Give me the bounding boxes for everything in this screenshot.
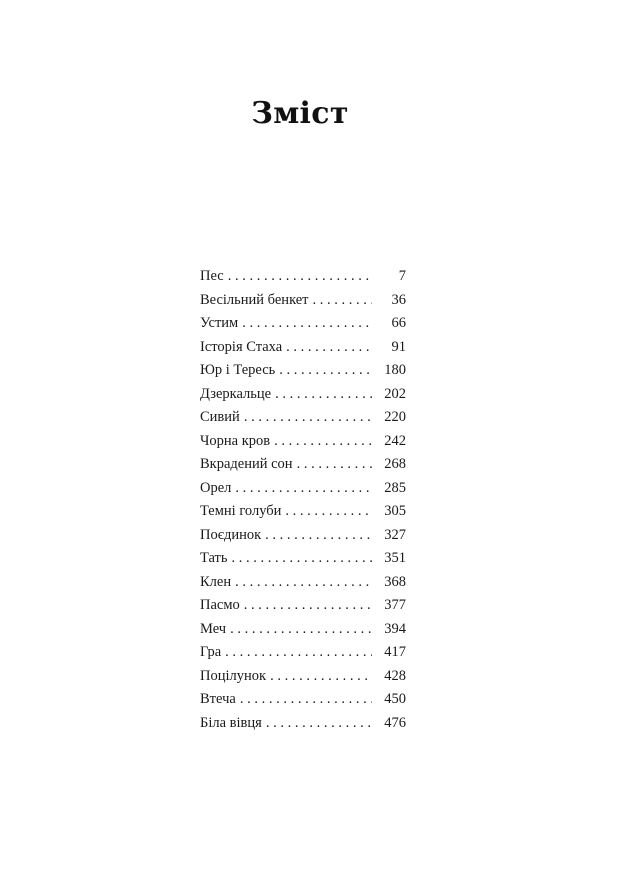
toc-dot-leader	[265, 524, 372, 548]
toc-dot-leader	[242, 312, 372, 336]
toc-entry-page-number: 180	[384, 362, 406, 378]
toc-entry	[200, 571, 406, 595]
toc-entry-title: Втеча	[200, 691, 236, 707]
toc-entry	[200, 524, 406, 548]
toc-entry-page-number: 368	[384, 573, 406, 590]
toc-dot-leader	[240, 688, 372, 712]
table-of-contents	[200, 265, 406, 735]
toc-entry	[200, 500, 406, 524]
toc-dot-leader	[274, 430, 372, 454]
toc-entry-page-number: 202	[384, 385, 406, 402]
toc-entry	[200, 665, 406, 689]
toc-dot-leader	[313, 289, 372, 313]
toc-entry	[200, 477, 406, 501]
toc-entry-page-number: 66	[391, 315, 406, 331]
toc-dot-leader	[228, 265, 372, 289]
toc-dot-leader	[235, 477, 372, 501]
toc-entry	[200, 688, 406, 712]
toc-entry-title: Історія Стаха	[200, 338, 283, 355]
toc-entry-page-number: 220	[384, 409, 406, 425]
toc-dot-leader	[244, 594, 372, 618]
toc-entry-title: Клен	[200, 573, 232, 590]
toc-entry-title: Дзеркальце	[200, 385, 272, 402]
toc-entry-title: Весільний бенкет	[200, 291, 309, 308]
toc-entry-title: Гра	[200, 644, 222, 660]
toc-dot-leader	[270, 665, 372, 689]
toc-entry	[200, 430, 406, 454]
toc-entry-page-number: 428	[384, 667, 406, 684]
toc-entry-title: Сивий	[200, 409, 240, 425]
toc-dot-leader	[232, 547, 372, 571]
toc-entry-page-number: 242	[384, 432, 406, 449]
toc-entry	[200, 618, 406, 642]
toc-dot-leader	[225, 641, 372, 665]
toc-entry-title: Меч	[200, 620, 227, 637]
toc-entry-page-number: 268	[384, 456, 406, 472]
toc-entry-page-number: 36	[391, 291, 406, 308]
toc-entry-title: Орел	[200, 479, 232, 496]
page-title: Зміст	[251, 96, 349, 132]
toc-entry-title: Устим	[200, 315, 239, 331]
toc-dot-leader	[275, 383, 372, 407]
toc-entry-title: Поєдинок	[200, 526, 262, 543]
toc-entry-title: Біла вівця	[200, 714, 262, 731]
toc-dot-leader	[244, 406, 372, 430]
toc-entry-page-number: 305	[384, 503, 406, 519]
toc-entry	[200, 453, 406, 477]
toc-entry-title: Вкрадений сон	[200, 456, 293, 472]
toc-entry-page-number: 91	[391, 338, 406, 355]
toc-entry-title: Пес	[200, 268, 224, 284]
toc-entry-title: Поцілунок	[200, 667, 267, 684]
toc-entry-title: Юр і Тересь	[200, 362, 276, 378]
toc-dot-leader	[297, 453, 372, 477]
toc-dot-leader	[285, 500, 372, 524]
toc-entry	[200, 336, 406, 360]
toc-entry-page-number: 476	[384, 714, 406, 731]
toc-entry	[200, 312, 406, 336]
toc-entry	[200, 641, 406, 665]
toc-entry	[200, 289, 406, 313]
toc-entry	[200, 712, 406, 736]
toc-entry-page-number: 450	[384, 691, 406, 707]
toc-dot-leader	[235, 571, 372, 595]
toc-entry	[200, 547, 406, 571]
toc-dot-leader	[286, 336, 372, 360]
toc-entry	[200, 383, 406, 407]
toc-entry-title: Тать	[200, 550, 228, 566]
toc-entry	[200, 265, 406, 289]
toc-entry	[200, 594, 406, 618]
toc-entry-page-number: 351	[384, 550, 406, 566]
toc-entry-title: Чорна кров	[200, 432, 271, 449]
toc-entry	[200, 359, 406, 383]
toc-entry-page-number: 377	[384, 597, 406, 613]
toc-entry-page-number: 285	[384, 479, 406, 496]
toc-entry-page-number: 394	[384, 620, 406, 637]
toc-entry-title: Пасмо	[200, 597, 240, 613]
toc-entry-page-number: 327	[384, 526, 406, 543]
toc-entry	[200, 406, 406, 430]
toc-entry-page-number: 417	[384, 644, 406, 660]
toc-dot-leader	[279, 359, 372, 383]
toc-dot-leader	[230, 618, 372, 642]
toc-dot-leader	[266, 712, 372, 736]
toc-entry-title: Темні голуби	[200, 503, 282, 519]
toc-entry-page-number: 7	[398, 268, 406, 284]
